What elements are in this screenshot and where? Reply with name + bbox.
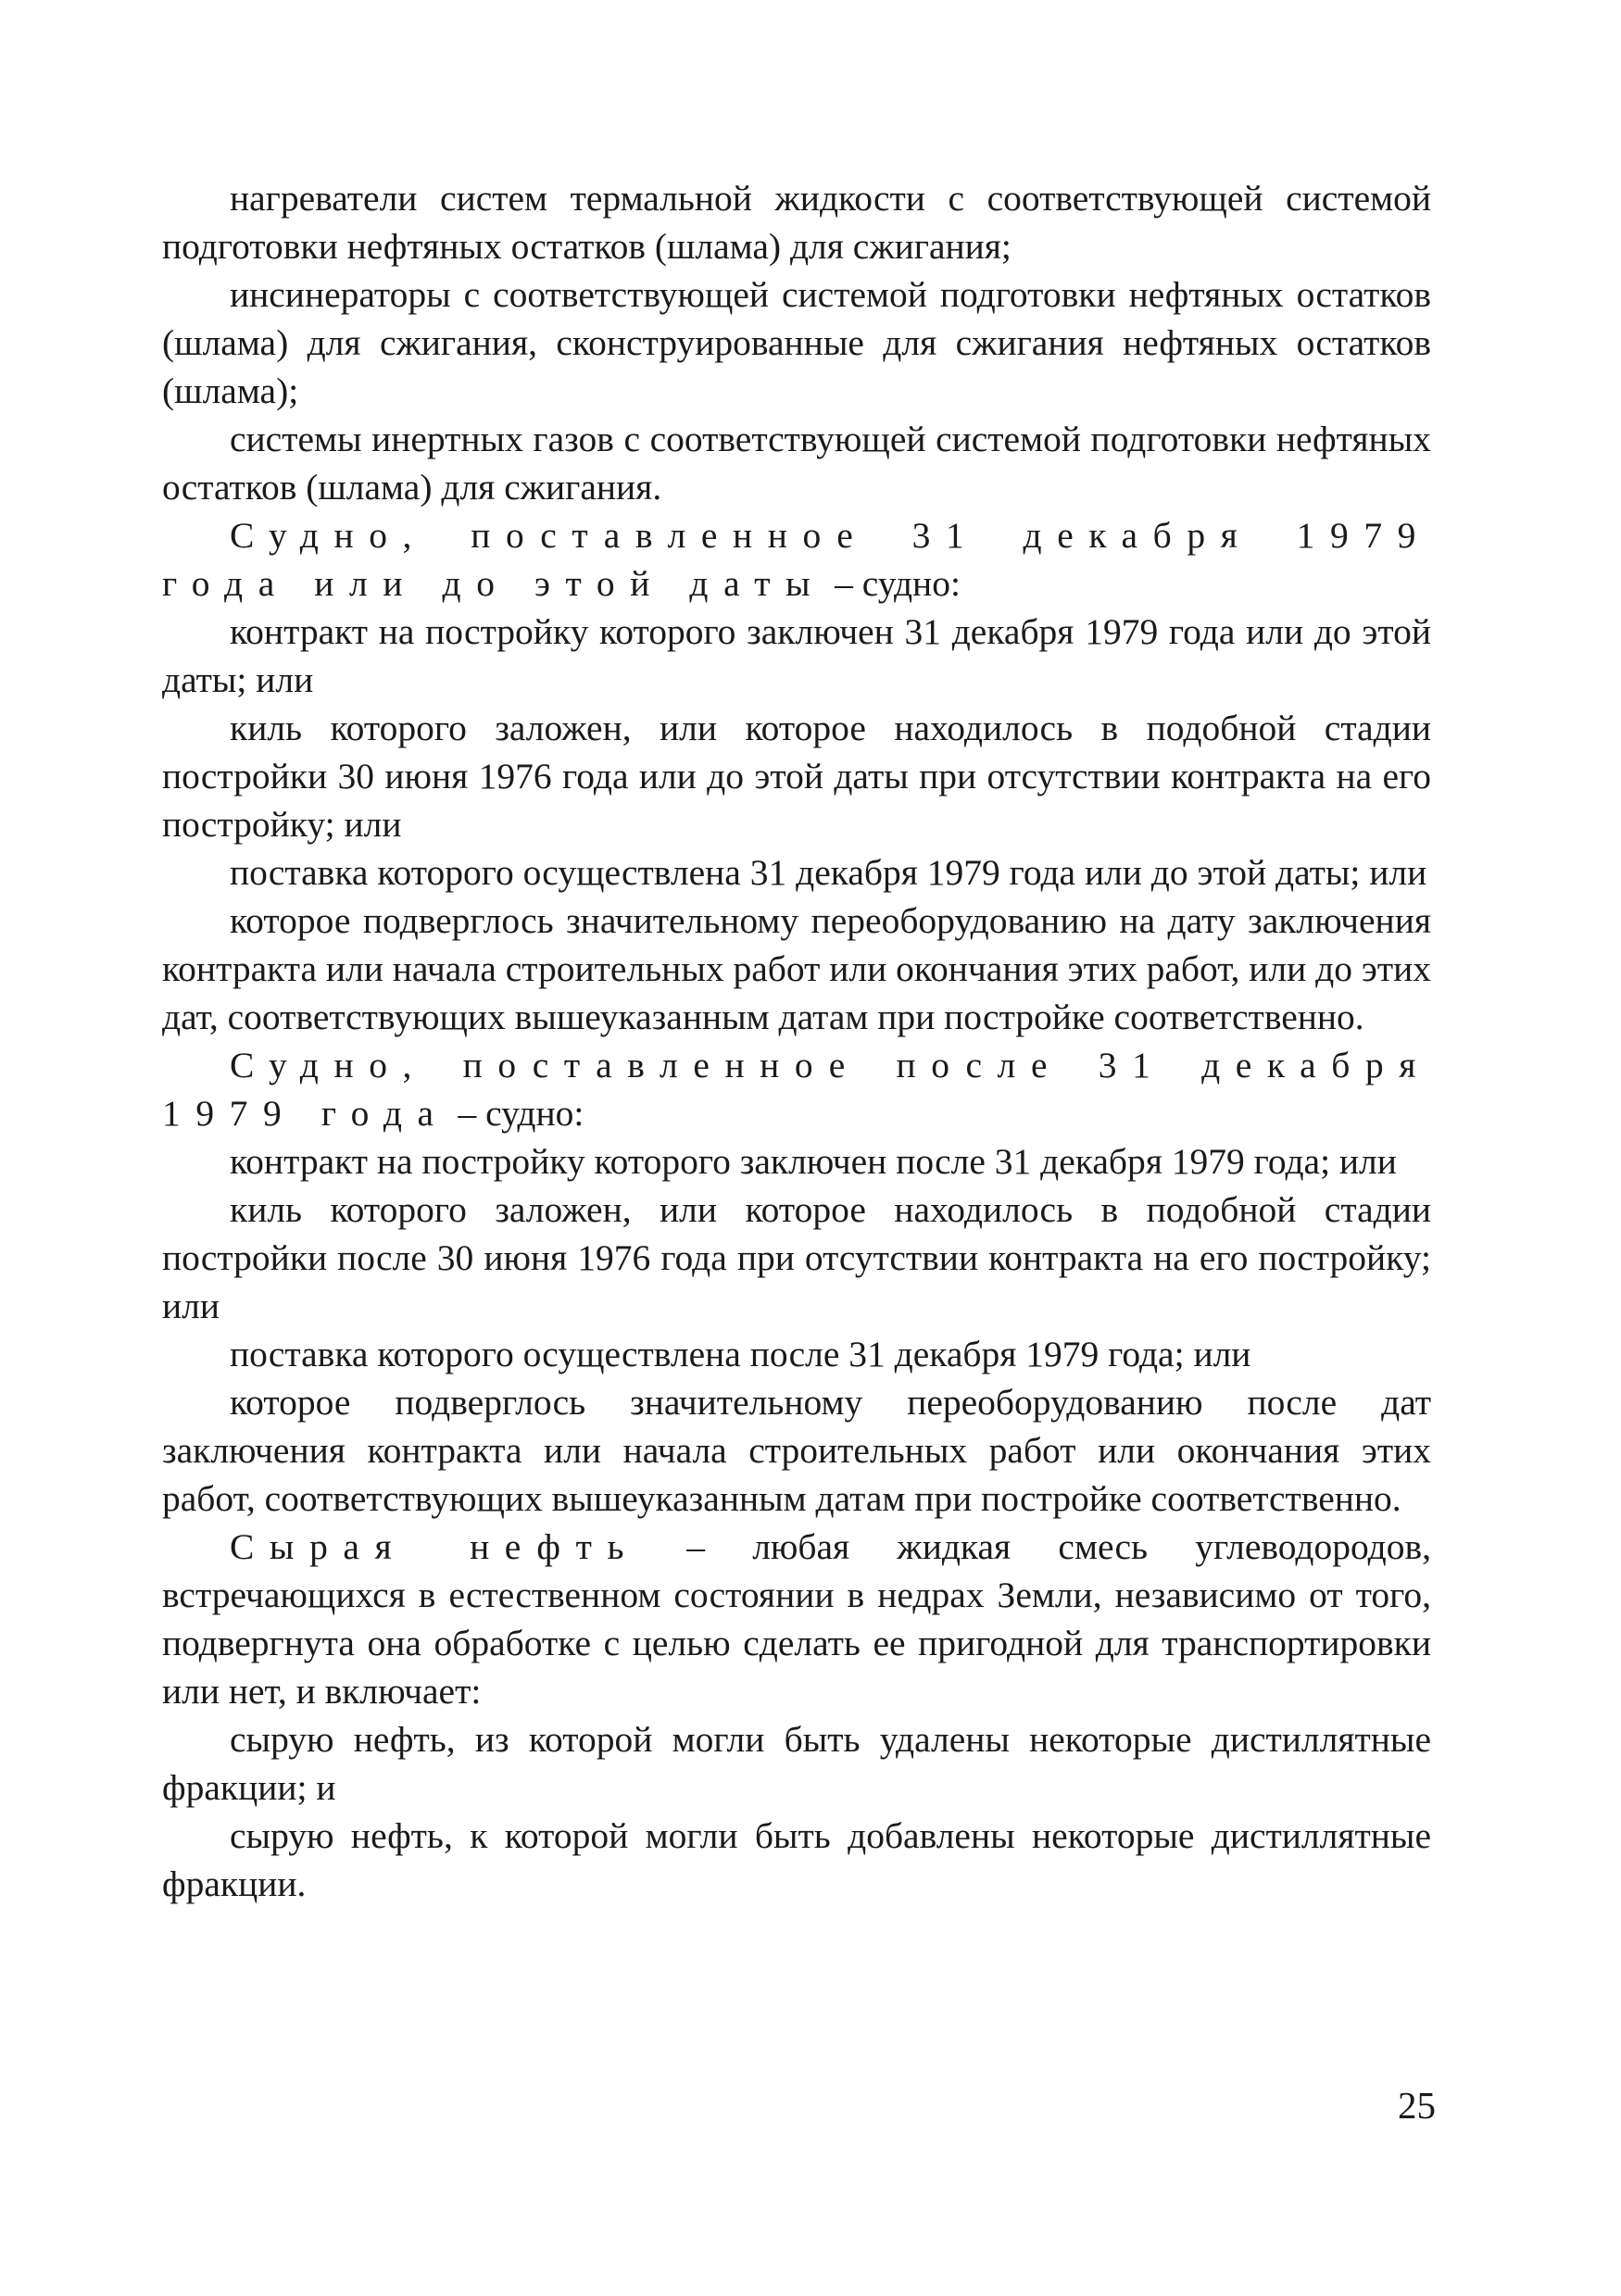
defined-term: Судно, поставленное после 31 декабря 1979 года [162, 1045, 1431, 1134]
definition-paragraph [162, 511, 1431, 608]
paragraph: поставка которого осуществлена 31 декабря 1979 года или до этой даты; или [230, 852, 1427, 893]
page-number: 25 [1398, 2084, 1436, 2127]
definition-text: – любая жидкая смесь углеводородов, встречающихся в естественном состоянии в недрах Земли, независимо от того, подвергнута она обработке с целью сделать ее пригодной для транспортировки или нет, и включает: [162, 1526, 1431, 1712]
paragraph: поставка которого осуществлена после 31 декабря 1979 года; или [230, 1334, 1251, 1374]
paragraph: системы инертных газов с соответствующей системой подготовки нефтяных остатков (шлама) для сжигания. [162, 419, 1431, 508]
paragraph: контракт на постройку которого заключен после 31 декабря 1979 года; или [230, 1141, 1397, 1182]
paragraph: сырую нефть, из которой могли быть удалены некоторые дистиллятные фракции; и [162, 1719, 1431, 1808]
definition-paragraph [162, 1041, 1431, 1137]
paragraph: киль которого заложен, или которое находилось в подобной стадии постройки после 30 июня 1976 года при отсутствии контракта на его постройку; или [162, 1189, 1431, 1326]
defined-term: Сырая нефть [230, 1526, 640, 1567]
paragraph: которое подверглось значительному переоборудованию после дат заключения контракта или начала строительных работ или окончания этих работ, соответствующих вышеуказанным датам при постройке соответственно. [162, 1382, 1431, 1519]
definition-text: – судно: [825, 563, 961, 604]
defined-term: Судно, поставленное 31 декабря 1979 года или до этой даты [162, 515, 1431, 604]
paragraph: сырую нефть, к которой могли быть добавлены некоторые дистиллятные фракции. [162, 1815, 1431, 1904]
page-body [162, 174, 1431, 1908]
paragraph: нагреватели систем термальной жидкости с соответствующей системой подготовки нефтяных остатков (шлама) для сжигания; [162, 178, 1431, 267]
paragraph: инсинераторы с соответствующей системой подготовки нефтяных остатков (шлама) для сжигания, сконструированные для сжигания нефтяных остатков (шлама); [162, 274, 1431, 411]
definition-text: – судно: [448, 1093, 584, 1134]
definition-paragraph [162, 1523, 1431, 1715]
paragraph: контракт на постройку которого заключен 31 декабря 1979 года или до этой даты; или [162, 611, 1431, 700]
paragraph: киль которого заложен, или которое находилось в подобной стадии постройки 30 июня 1976 года или до этой даты при отсутствии контракта на его постройку; или [162, 708, 1431, 845]
paragraph: которое подверглось значительному переоборудованию на дату заключения контракта или начала строительных работ или окончания этих работ, или до этих дат, соответствующих вышеуказанным датам при постройке соответственно. [162, 900, 1431, 1037]
